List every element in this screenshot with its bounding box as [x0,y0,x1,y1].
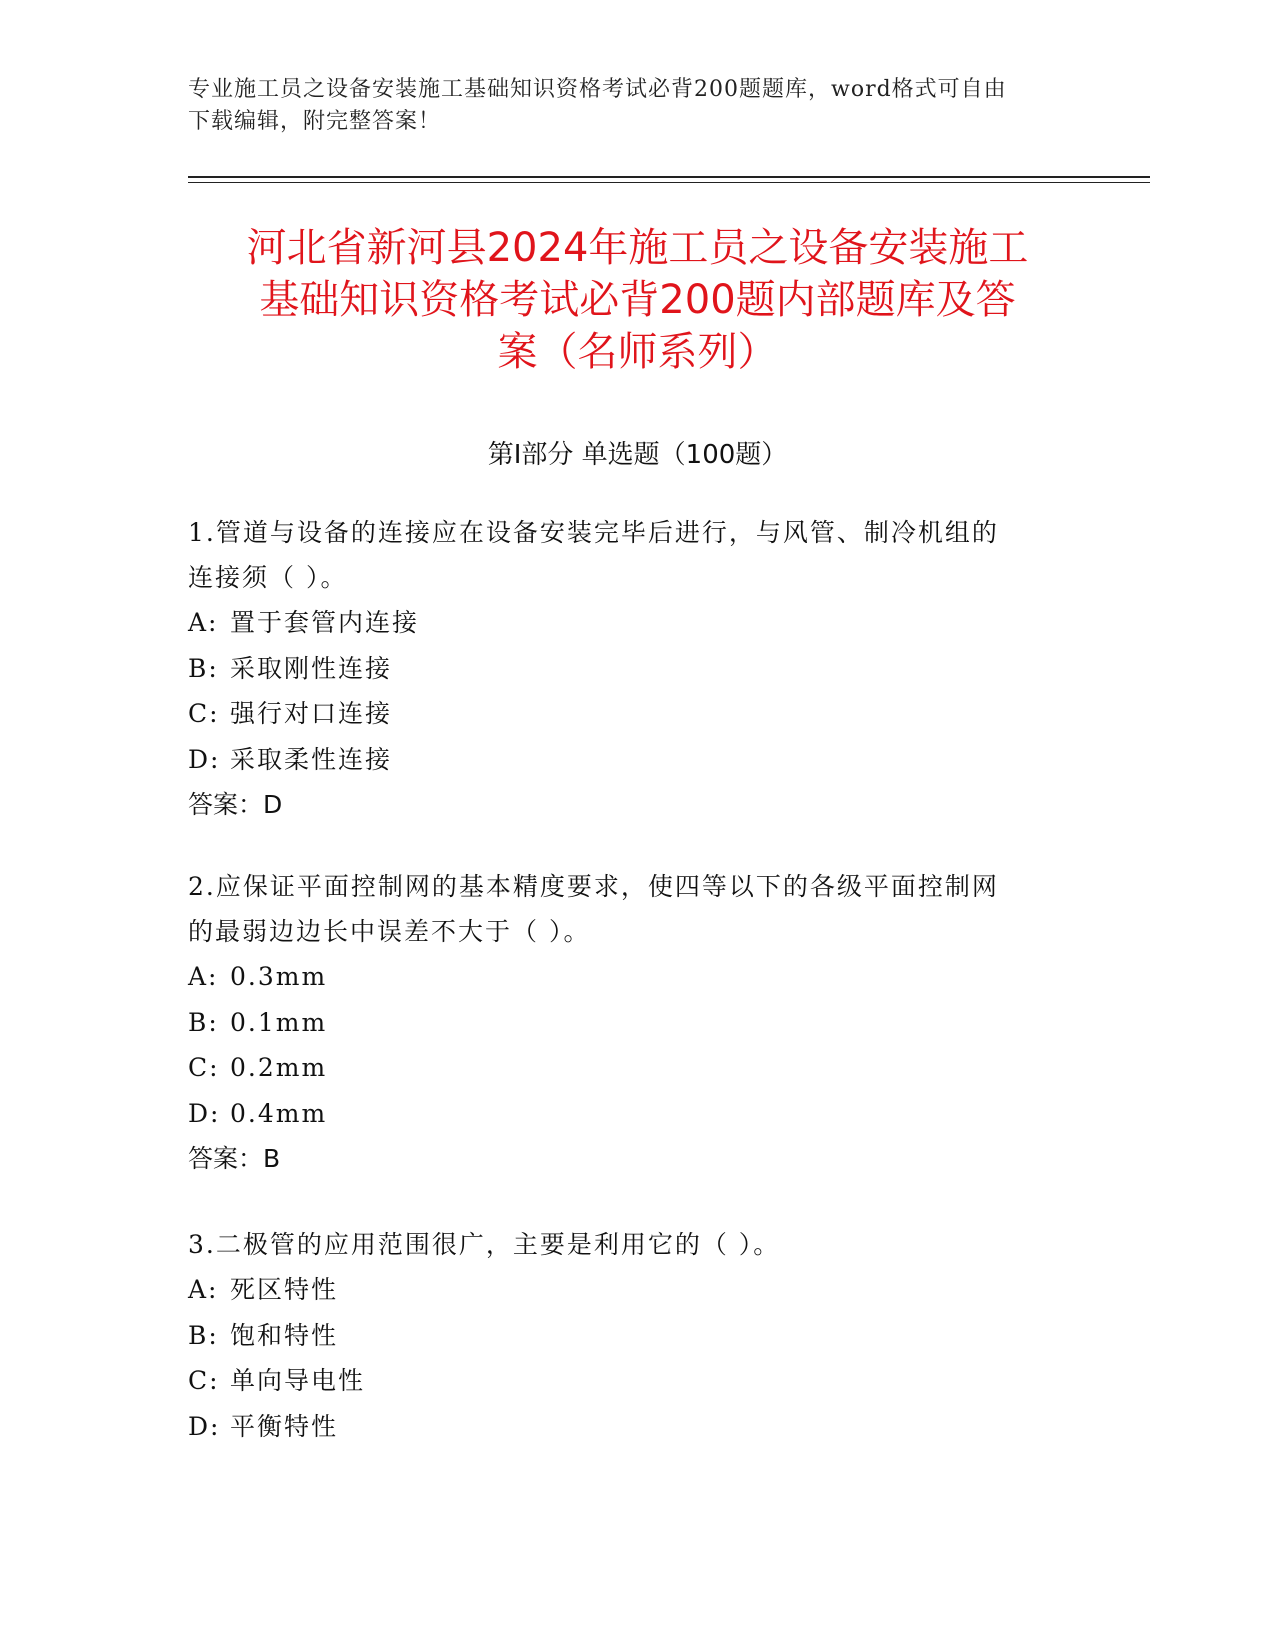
option-key: B: [188,653,219,683]
option-text: 置于套管内连接 [230,608,420,637]
option-text: 平衡特性 [230,1411,339,1441]
option-text: 采取柔性连接 [230,744,393,774]
option-text: 强行对口连接 [230,699,393,728]
option-key: B: [188,1320,219,1350]
option-a [188,600,1088,646]
option-c [188,1045,1088,1091]
option-d [188,1404,1088,1450]
option-text: 0.4mm [230,1098,328,1128]
option-key: A: [188,1275,219,1304]
option-text: 采取刚性连接 [230,653,393,683]
option-key: D: [188,1098,221,1128]
option-d [188,737,1088,783]
question-3 [188,1222,1088,1449]
title-line-1: 河北省新河县2024年施工员之设备安装施工 [246,225,1029,271]
answer-line: 答案：D [188,790,283,819]
question-2 [188,864,1088,1181]
question-1 [188,510,1088,827]
header-rule-thin [188,182,1150,183]
option-b [188,1313,1088,1359]
option-key: A: [188,962,219,991]
title-line-3: 案（名师系列） [497,329,778,375]
option-text: 0.3mm [230,962,328,991]
question-stem-line: 2.应保证平面控制网的基本精度要求，使四等以下的各级平面控制网 [188,872,999,901]
option-a [188,954,1088,1000]
option-c [188,1358,1088,1404]
option-text: 死区特性 [230,1275,339,1304]
option-text: 饱和特性 [230,1320,339,1350]
question-stem-line: 3.二极管的应用范围很广，主要是利用它的（ ）。 [188,1230,781,1259]
option-b [188,646,1088,692]
header-note-line-1: 专业施工员之设备安装施工基础知识资格考试必背200题题库，word格式可自由 [188,77,1007,102]
question-stem-line: 的最弱边边长中误差不大于（ ）。 [188,917,591,946]
question-stem-line: 1.管道与设备的连接应在设备安装完毕后进行，与风管、制冷机组的 [188,518,999,547]
option-key: B: [188,1007,219,1037]
option-d [188,1091,1088,1137]
header-rule-thick [188,176,1150,178]
option-c [188,691,1088,737]
question-stem-line: 连接须（ ）。 [188,563,348,592]
option-a [188,1267,1088,1313]
option-text: 0.2mm [230,1053,328,1082]
option-key: D: [188,1411,221,1441]
header-note-line-2: 下载编辑，附完整答案！ [188,109,442,134]
option-key: A: [188,608,219,637]
option-b [188,1000,1088,1046]
document-title [160,222,1115,378]
answer-line: 答案：B [188,1144,281,1173]
title-line-2: 基础知识资格考试必背200题内部题库及答 [259,277,1016,323]
option-key: C: [188,1053,220,1082]
header-note [188,74,1088,138]
option-key: C: [188,699,220,728]
option-key: C: [188,1366,220,1395]
option-key: D: [188,744,221,774]
option-text: 单向导电性 [230,1366,366,1395]
section-heading: 第I部分 单选题（100题） [487,440,788,470]
option-text: 0.1mm [230,1007,328,1037]
